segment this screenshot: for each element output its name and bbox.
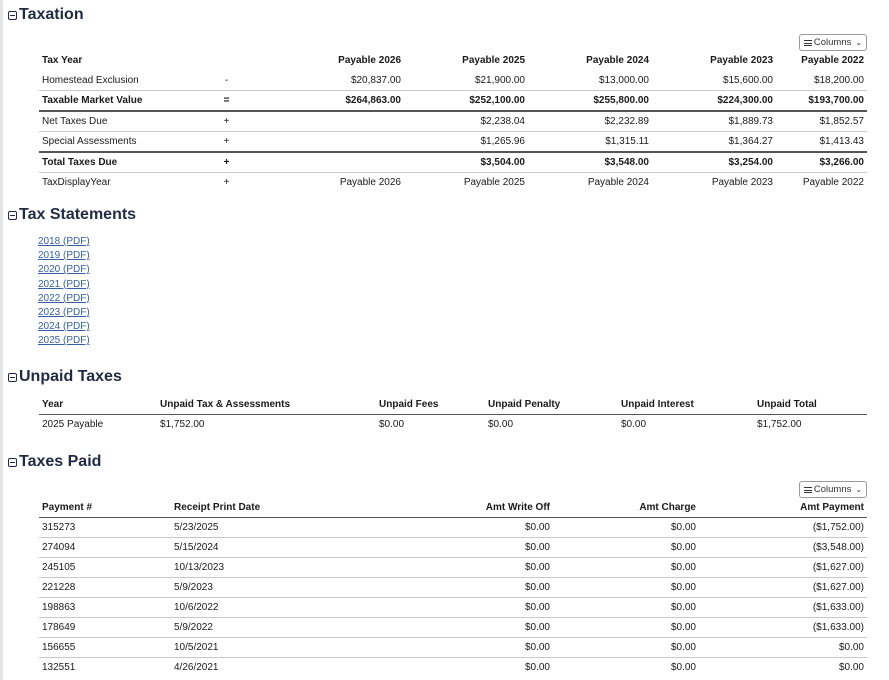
table-row xyxy=(39,518,867,538)
cell: $0.00 xyxy=(838,662,864,673)
row-label: Homestead Exclusion xyxy=(39,71,179,91)
cell: 5/15/2024 xyxy=(171,538,411,558)
table-row xyxy=(39,152,867,173)
cell: $0.00 xyxy=(553,598,699,618)
cell: $0.00 xyxy=(524,662,550,673)
cell: $2,232.89 xyxy=(528,111,652,132)
table-row xyxy=(39,131,867,152)
section-title: Taxation xyxy=(19,6,84,23)
cell: Payable 2025 xyxy=(463,176,525,188)
cell: $1,752.00 xyxy=(160,419,205,430)
chevron-down-icon: ⌄ xyxy=(855,485,863,494)
cell: $0.00 xyxy=(411,558,553,578)
cell: $0.00 xyxy=(670,662,696,673)
row-operator: + xyxy=(179,131,274,152)
cell: $0.00 xyxy=(553,638,699,658)
table-row xyxy=(39,538,867,558)
cell: Payable 2022 xyxy=(802,176,864,188)
cell: $1,364.27 xyxy=(652,131,776,152)
cell: Payable 2024 xyxy=(587,176,649,188)
column-header: Payable 2026 xyxy=(338,55,401,67)
cell: $15,600.00 xyxy=(652,71,776,91)
section-tax-statements-header[interactable] xyxy=(8,206,136,224)
taxes-paid-table xyxy=(39,498,867,677)
cell: ($1,627.00) xyxy=(699,558,867,578)
row-label: Total Taxes Due xyxy=(39,152,179,173)
column-header xyxy=(179,51,274,71)
row-operator: = xyxy=(179,90,274,111)
cell: $0.00 xyxy=(699,638,867,658)
table-row xyxy=(39,71,867,91)
statement-link-2024[interactable]: 2024 (PDF) xyxy=(38,321,90,333)
cell: 221228 xyxy=(39,578,171,598)
cell: 5/23/2025 xyxy=(171,518,411,538)
statement-link-2025[interactable]: 2025 (PDF) xyxy=(38,335,90,347)
cell: $193,700.00 xyxy=(776,90,867,111)
cell: $255,800.00 xyxy=(528,90,652,111)
cell xyxy=(274,152,404,173)
table-row xyxy=(39,558,867,578)
cell: $1,752.00 xyxy=(757,419,802,430)
section-title: Taxes Paid xyxy=(19,453,102,470)
tax-statement-links xyxy=(38,235,90,349)
list-icon xyxy=(804,487,812,493)
section-title: Unpaid Taxes xyxy=(19,368,122,385)
columns-label: Columns xyxy=(813,37,852,48)
cell: $2,238.04 xyxy=(404,111,528,132)
cell: $264,863.00 xyxy=(274,90,404,111)
table-row xyxy=(39,172,867,192)
cell: $0.00 xyxy=(553,538,699,558)
cell: $3,548.00 xyxy=(528,152,652,173)
cell: 245105 xyxy=(39,558,171,578)
statement-link-2021[interactable]: 2021 (PDF) xyxy=(38,278,90,290)
table-header-row xyxy=(39,498,867,518)
cell: $0.00 xyxy=(553,518,699,538)
cell: 5/9/2023 xyxy=(171,578,411,598)
row-label: Net Taxes Due xyxy=(39,111,179,132)
column-header: Receipt Print Date xyxy=(171,498,411,518)
column-header: Amt Payment xyxy=(699,498,867,518)
column-header: Tax Year xyxy=(42,55,83,67)
table-row xyxy=(39,638,867,658)
row-operator: + xyxy=(179,152,274,173)
row-operator: + xyxy=(223,176,230,188)
column-header: Unpaid Tax & Assessments xyxy=(157,395,376,415)
cell: $1,889.73 xyxy=(652,111,776,132)
column-header: Payable 2023 xyxy=(710,55,773,67)
taxes-paid-columns-button[interactable] xyxy=(799,481,867,498)
column-header: Unpaid Total xyxy=(754,395,867,415)
cell: $3,266.00 xyxy=(776,152,867,173)
cell: 156655 xyxy=(39,638,171,658)
cell xyxy=(274,131,404,152)
section-title: Tax Statements xyxy=(19,206,137,223)
column-header: Payment # xyxy=(39,498,171,518)
cell: $1,413.43 xyxy=(776,131,867,152)
cell: $0.00 xyxy=(553,618,699,638)
cell: $18,200.00 xyxy=(776,71,867,91)
cell: 198863 xyxy=(39,598,171,618)
cell: $1,852.57 xyxy=(776,111,867,132)
table-row xyxy=(39,618,867,638)
cell: $1,315.11 xyxy=(528,131,652,152)
taxation-table xyxy=(39,51,867,192)
cell: $0.00 xyxy=(553,558,699,578)
row-operator: - xyxy=(179,71,274,91)
cell: ($1,627.00) xyxy=(699,578,867,598)
chevron-down-icon: ⌄ xyxy=(855,38,863,47)
cell: ($3,548.00) xyxy=(699,538,867,558)
cell: $0.00 xyxy=(411,618,553,638)
cell: 2025 Payable xyxy=(42,419,104,430)
cell: 10/5/2021 xyxy=(171,638,411,658)
statement-link-2018[interactable]: 2018 (PDF) xyxy=(38,236,90,247)
cell: $1,265.96 xyxy=(404,131,528,152)
row-label: TaxDisplayYear xyxy=(42,176,111,188)
column-header: Unpaid Interest xyxy=(618,395,754,415)
cell: $21,900.00 xyxy=(404,71,528,91)
section-unpaid-taxes-header[interactable] xyxy=(8,368,122,386)
row-label: Taxable Market Value xyxy=(39,90,179,111)
table-row xyxy=(39,598,867,618)
cell: 178649 xyxy=(39,618,171,638)
left-border xyxy=(0,0,3,680)
statement-link-2022[interactable]: 2022 (PDF) xyxy=(38,292,90,304)
list-icon xyxy=(804,40,812,46)
cell: 10/13/2023 xyxy=(171,558,411,578)
cell: $0.00 xyxy=(411,598,553,618)
cell: 132551 xyxy=(42,662,76,673)
unpaid-taxes-table xyxy=(39,395,867,434)
cell: $0.00 xyxy=(621,419,647,430)
collapse-icon[interactable] xyxy=(8,211,17,220)
cell: 4/26/2021 xyxy=(174,662,219,673)
cell: 10/6/2022 xyxy=(171,598,411,618)
row-operator: + xyxy=(179,111,274,132)
table-row xyxy=(39,415,867,435)
column-header: Unpaid Fees xyxy=(376,395,485,415)
statement-link-2023[interactable]: 2023 (PDF) xyxy=(38,307,90,319)
taxation-columns-button[interactable] xyxy=(799,34,867,51)
table-row xyxy=(39,578,867,598)
section-taxation-header[interactable] xyxy=(8,6,84,24)
collapse-icon[interactable] xyxy=(8,373,17,382)
column-header: Amt Charge xyxy=(553,498,699,518)
cell: $0.00 xyxy=(411,638,553,658)
cell: $3,254.00 xyxy=(652,152,776,173)
cell: $3,504.00 xyxy=(404,152,528,173)
cell: $0.00 xyxy=(553,578,699,598)
columns-label: Columns xyxy=(813,484,852,495)
cell xyxy=(274,111,404,132)
cell: Payable 2023 xyxy=(711,176,773,188)
collapse-icon[interactable] xyxy=(8,458,17,467)
cell: $0.00 xyxy=(411,518,553,538)
table-row xyxy=(39,658,867,678)
cell: $224,300.00 xyxy=(652,90,776,111)
cell: $0.00 xyxy=(379,419,405,430)
column-header: Year xyxy=(39,395,157,415)
table-row xyxy=(39,90,867,111)
column-header: Payable 2025 xyxy=(462,55,525,67)
table-row xyxy=(39,111,867,132)
cell: $252,100.00 xyxy=(404,90,528,111)
row-label: Special Assessments xyxy=(39,131,179,152)
column-header: Payable 2022 xyxy=(801,55,864,67)
collapse-icon[interactable] xyxy=(8,11,17,20)
cell: Payable 2026 xyxy=(339,176,401,188)
column-header: Amt Write Off xyxy=(411,498,553,518)
table-header-row xyxy=(39,395,867,415)
statement-link-2020[interactable]: 2020 (PDF) xyxy=(38,264,90,276)
cell: $0.00 xyxy=(411,538,553,558)
cell: ($1,752.00) xyxy=(699,518,867,538)
table-header-row xyxy=(39,51,867,71)
statement-link-2019[interactable]: 2019 (PDF) xyxy=(38,250,90,262)
cell: 274094 xyxy=(39,538,171,558)
cell: 5/9/2022 xyxy=(171,618,411,638)
cell: $0.00 xyxy=(411,578,553,598)
cell: ($1,633.00) xyxy=(699,618,867,638)
column-header: Unpaid Penalty xyxy=(485,395,618,415)
section-taxes-paid-header[interactable] xyxy=(8,453,101,471)
cell: ($1,633.00) xyxy=(699,598,867,618)
cell: $20,837.00 xyxy=(274,71,404,91)
cell: $13,000.00 xyxy=(528,71,652,91)
cell: $0.00 xyxy=(488,419,514,430)
column-header: Payable 2024 xyxy=(586,55,649,67)
cell: 315273 xyxy=(39,518,171,538)
